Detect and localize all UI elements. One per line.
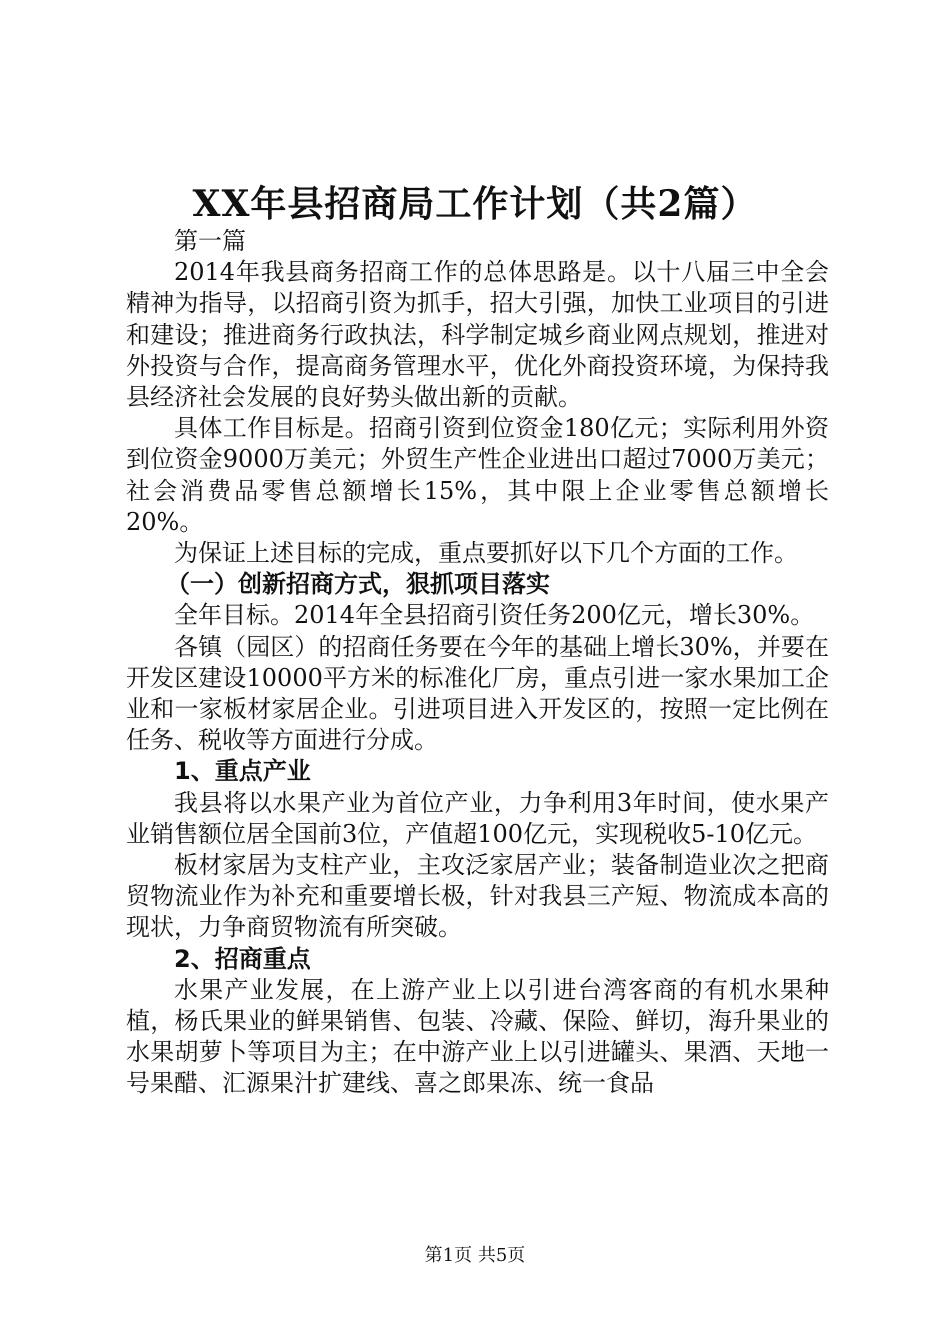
paragraph-overall-approach: 2014年我县商务招商工作的总体思路是。以十八届三中全会精神为指导，以招商引资为抓手，招大引强，加快工业项目的引进和建设；推进商务行政执法，科学制定城乡商业网点规划，推进对外投资与合作，提高商务管理水平，优化外商投资环境，为保持我县经济社会发展的良好势头做出新的贡献。 <box>126 258 829 412</box>
heading-investment-focus: 2、招商重点 <box>174 944 311 973</box>
paragraph-fruit-industry: 我县将以水果产业为首位产业，力争利用3年时间，使水果产业销售额位居全国前3位，产值超100亿元，实现税收5-10亿元。 <box>126 788 829 848</box>
paragraph-key-work-intro: 为保证上述目标的完成，重点要抓好以下几个方面的工作。 <box>174 539 798 568</box>
paragraph-pillar-industries: 板材家居为支柱产业，主攻泛家居产业；装备制造业次之把商贸物流业作为补充和重要增长极，针对我县三产短、物流成本高的现状，力争商贸物流有所突破。 <box>126 851 829 942</box>
page-footer: 第1页 共5页 <box>424 1245 526 1266</box>
paragraph-annual-target: 全年目标。2014年全县招商引资任务200亿元，增长30%。 <box>174 601 815 630</box>
paragraph-work-targets: 具体工作目标是。招商引资到位资金180亿元；实际利用外资到位资金9000万美元；外贸生产性企业进出口超过7000万美元；社会消费品零售总额增长15%，其中限上企业零售总额增长20%。 <box>126 414 829 536</box>
paragraph-fruit-development: 水果产业发展，在上游产业上以引进台湾客商的有机水果种植，杨氏果业的鲜果销售、包装、冷藏、保险、鲜切，海升果业的水果胡萝卜等项目为主；在中游产业上以引进罐头、果酒、天地一号果醋、汇源果汁扩建线、喜之郎果冻、统一食品 <box>126 975 829 1098</box>
paragraph-town-tasks: 各镇（园区）的招商任务要在今年的基础上增长30%，并要在开发区建设10000平方米的标准化厂房，重点引进一家水果加工企业和一家板材家居企业。引进项目进入开发区的，按照一定比例在任务、税收等方面进行分成。 <box>126 632 829 755</box>
paragraph-section-label: 第一篇 <box>174 227 246 255</box>
heading-innovate-investment: （一）创新招商方式，狠抓项目落实 <box>166 570 550 599</box>
document-title: XX年县招商局工作计划（共2篇） <box>192 183 758 225</box>
document-body <box>126 226 829 1100</box>
heading-key-industries: 1、重点产业 <box>174 757 311 786</box>
